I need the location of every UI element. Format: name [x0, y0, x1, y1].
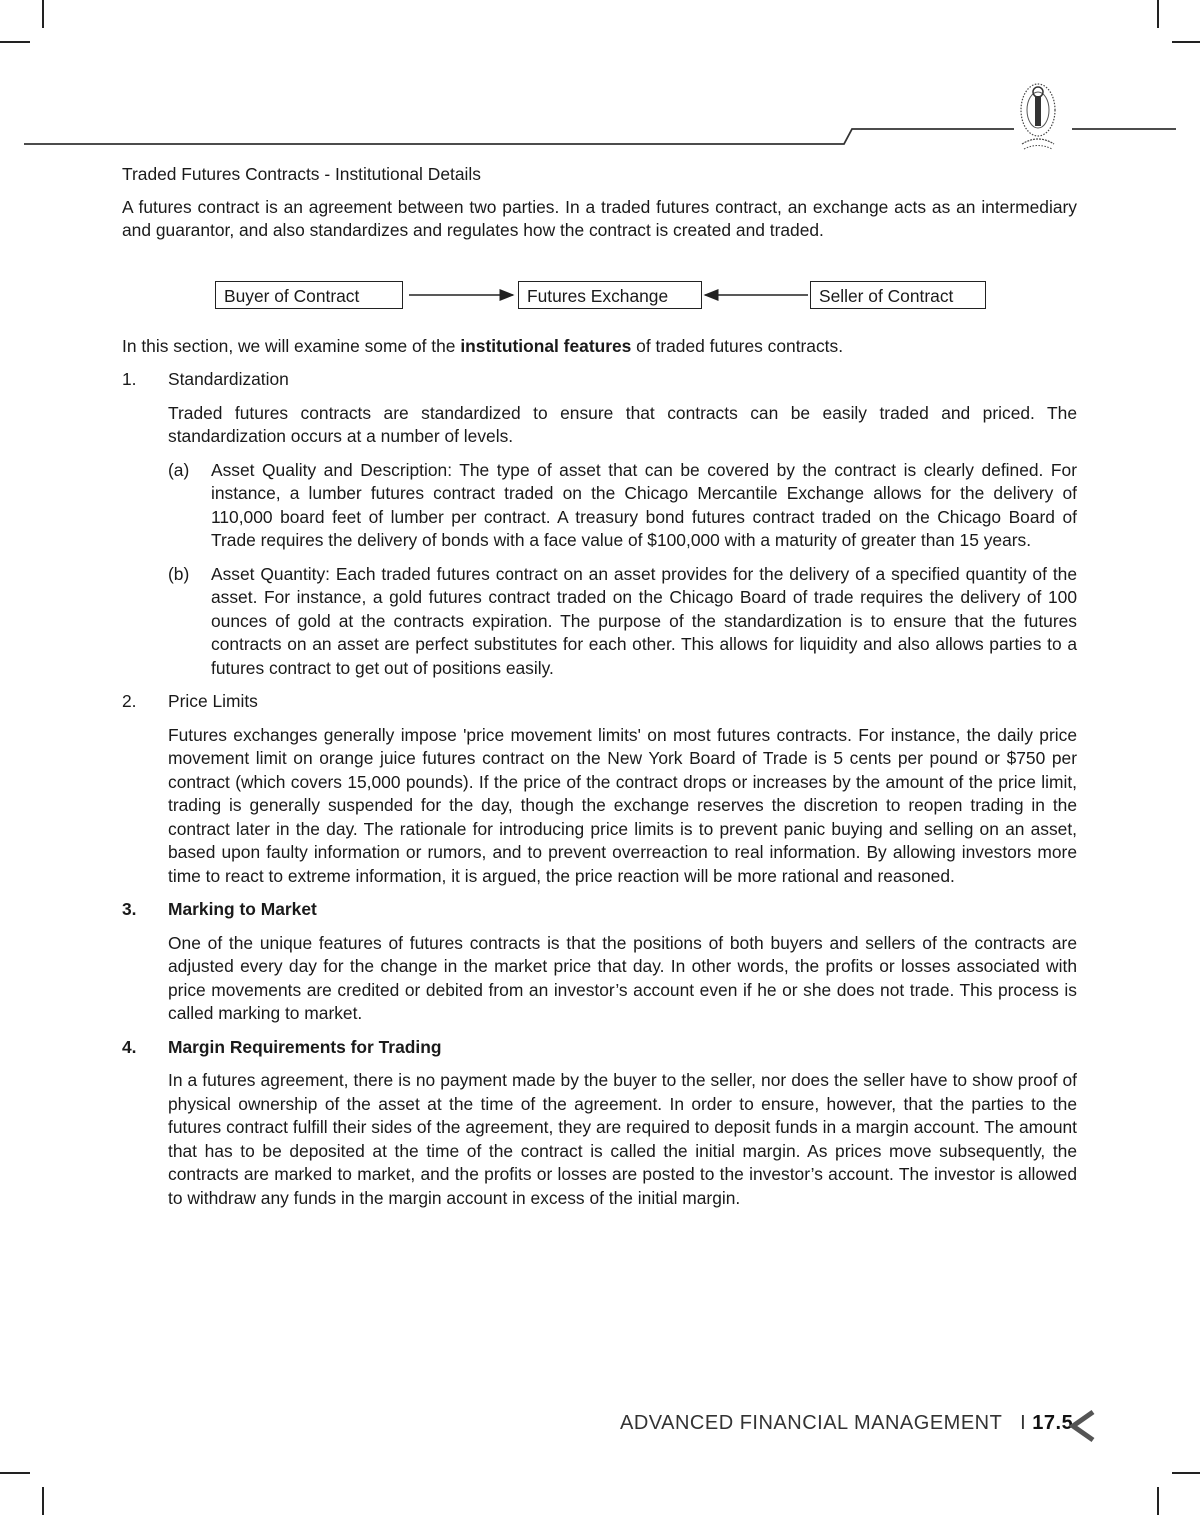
section-heading: Traded Futures Contracts - Institutional Details [122, 164, 481, 184]
list-item-title: Margin Requirements for Trading [168, 1036, 442, 1057]
sub-item-asset-quantity [168, 563, 1077, 681]
page-content [122, 163, 1077, 1210]
list-item-standardization [122, 368, 1077, 680]
list-item-title: Standardization [168, 369, 289, 389]
list-item-number: 2. [122, 691, 137, 711]
list-item-body: In a futures agreement, there is no payment made by the buyer to the seller, nor does the seller have to show proof of physical ownership of the asset at the time of the agreement. In order to ensure, however, that the parties to the futures contract fulfill their sides of the agreement, they are required to deposit funds in a margin account. The amount that has to be deposited at the time of the contract is called the initial margin. As prices move subsequently, the contracts are marked to market, and the profits or losses are posted to the investor’s account. The investor is allowed to withdraw any funds in the margin account in excess of the initial margin. [168, 1070, 1077, 1208]
sub-item-label: (a) [168, 459, 190, 480]
seller-box: Seller of Contract [810, 281, 986, 309]
page-footer [620, 1412, 1100, 1444]
contract-flow-diagram [122, 243, 1077, 335]
crop-mark-bottom-left-h [0, 1472, 30, 1474]
institute-emblem-icon [1012, 76, 1064, 156]
crop-mark-bottom-right-h [1172, 1472, 1200, 1474]
crop-mark-bottom-left-v [42, 1487, 44, 1515]
sub-item-label: (b) [168, 563, 190, 584]
list-item-number: 4. [122, 1036, 137, 1057]
footer-page-number: 17.5 [1032, 1412, 1074, 1434]
section-lead-after: of traded futures contracts. [631, 335, 844, 356]
list-item-body: One of the unique features of futures contracts is that the positions of both buyers and sellers of the contracts are adjusted every day for the change in the market price that day. In other words, the profits or losses associated with price movements are credited or debited from an investor’s account even if he or she does not trade. This process is called marking to market. [168, 932, 1077, 1023]
list-item-title: Price Limits [168, 691, 258, 711]
list-item-price-limits [122, 690, 1077, 888]
list-item-body: Futures exchanges generally impose 'price movement limits' on most futures contracts. For instance, the daily price movement limit on orange juice futures contract on the New York Board of Trade is 5 cents per pound or $750 per contract (which covers 15,000 pounds). If the price of the contract drops or increases by the amount of the price limit, trading is generally suspended for the day, though the exchange reserves the discretion to reopen trading in the contract later in the day. The rationale for introducing price limits is to prevent panic buying and selling on an asset, based upon faulty information or rumors, and to prevent overreaction to real information. By allowing investors more time to react to extreme information, it is argued, the price reaction will be more rational and reasoned. [168, 724, 1077, 886]
buyer-box: Buyer of Contract [215, 281, 403, 309]
sub-item-text: Asset Quantity: Each traded futures contract on an asset provides for the delivery of a specified quantity of the asset. For instance, a gold futures contract traded on the Chicago Board of trade requires the delivery of 100 ounces of gold at the contracts expiration. The purpose of the standardization is to ensure that the futures contracts on an asset are perfect substitutes for each other. This allows for liquidity and also allows parties to a futures contract to get out of positions easily. [211, 563, 1077, 678]
footer-separator: I [1008, 1412, 1033, 1434]
list-item-margin-requirements [122, 1036, 1077, 1211]
crop-mark-bottom-right-v [1157, 1487, 1159, 1515]
sub-item-asset-quality [168, 459, 1077, 553]
exchange-box: Futures Exchange [518, 281, 702, 309]
list-item-title: Marking to Market [168, 899, 317, 919]
list-item-number: 1. [122, 369, 137, 389]
intro-paragraph: A futures contract is an agreement between two parties. In a traded futures contract, an exchange acts as an intermediary and guarantor, and also standardizes and regulates how the contract is created and traded. [122, 196, 1077, 240]
section-lead-bold: institutional features [460, 335, 632, 356]
list-item-body: Traded futures contracts are standardized to ensure that contracts can be easily traded and priced. The standardization occurs at a number of levels. [168, 402, 1077, 446]
section-lead-before: In this section, we will examine some of the [122, 335, 461, 356]
chevron-left-icon [1067, 1408, 1097, 1444]
sub-item-text: Asset Quality and Description: The type of asset that can be covered by the contract is clearly defined. For instance, a lumber futures contract traded on the Chicago Mercantile Exchange allows for the delivery of 110,000 board feet of lumber per contract. A treasury bond futures contract traded on the Chicago Board of Trade requires the delivery of bonds with a face value of $100,000 with a maturity of greater than 15 years. [211, 459, 1077, 550]
footer-book-title: ADVANCED FINANCIAL MANAGEMENT [620, 1412, 1002, 1434]
list-item-marking-to-market [122, 898, 1077, 1026]
list-item-number: 3. [122, 899, 137, 919]
section-lead [122, 335, 1077, 359]
